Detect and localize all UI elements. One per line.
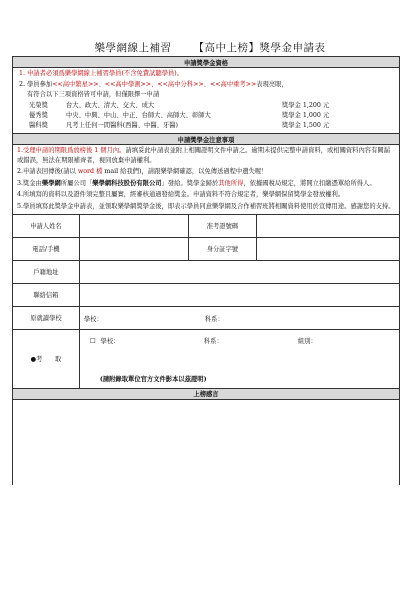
- scholarship-row: 優秀獎 中央、中興、中山、中正、台師大、高師大、彰師大 獎學金 1,000 元: [29, 111, 330, 119]
- address-field[interactable]: [79, 260, 399, 283]
- testimonial-header: 上榜感言: [13, 388, 400, 399]
- orig-school-school-label: 學校：: [83, 315, 103, 323]
- id-number-label: 身分証字號: [188, 237, 257, 260]
- eligibility-header: 申請獎學金資格: [13, 57, 400, 68]
- eligibility-rule-2-cont: 有符合以下三項資格皆可申請，但僅限擇一申請: [27, 91, 160, 98]
- notice-body: [13, 145, 400, 215]
- applicant-name-field[interactable]: [79, 214, 188, 237]
- exam-number-field[interactable]: [257, 214, 400, 237]
- eligibility-rule-2: 2. 學員參加<<高中繁星>>、<<高中學測>>、<<高中分科>>、<<高中重考>>表現亮眼，: [19, 80, 288, 88]
- application-form-table: [12, 56, 400, 485]
- id-number-field[interactable]: [257, 237, 400, 260]
- admitted-label: ●考 取: [13, 329, 80, 388]
- notice-1: 1.受理申請的期限爲放榜後 1 個月內。請填妥此申請表並附上相關證明文件申請之。逾期未提供完整申請資料，或相關資料內容有闕漏或錯誤，無法在期限補齊者，視同放棄申請權利。: [17, 147, 390, 164]
- scholarship-row: 光榮獎 台大、政大、清大、交大、成大 獎學金 1,200 元: [29, 101, 330, 109]
- exam-number-label: 准考證號碼: [188, 214, 257, 237]
- admitted-group-label: 組別：: [297, 337, 317, 345]
- original-school-label: 原就讀學校: [13, 306, 80, 329]
- admitted-dept-label: 科系：: [203, 337, 223, 345]
- admitted-checkbox[interactable]: ☐: [89, 337, 96, 345]
- admitted-field[interactable]: [79, 329, 399, 388]
- original-school-field[interactable]: [79, 306, 399, 329]
- admitted-school-label: 學校：: [100, 337, 120, 345]
- testimonial-field[interactable]: [13, 399, 400, 485]
- eligible-courses: <<高中繁星>>、<<高中學測>>、<<高中分科>>、<<高中重考>>: [52, 80, 257, 88]
- email-label: 聯絡信箱: [13, 283, 80, 306]
- notice-2: 2.申請表回傳後(請以 word 檔 mail 給我們)，請跟樂學網確認，以免傳送過程中遺失喔！: [17, 168, 268, 176]
- admission-proof-note: (請附錄取單位官方文件影本以茲證明): [99, 375, 207, 383]
- phone-field[interactable]: [79, 237, 188, 260]
- eligibility-rule-1: 1. 申請者必須爲樂學網線上補習學員(不含免費試聽學員)。: [19, 70, 184, 77]
- applicant-name-label: 申請人姓名: [13, 214, 80, 237]
- title-right: 【高中上榜】獎學金申請表: [193, 42, 326, 54]
- notice-header: 申請獎學金注意事項: [13, 134, 400, 145]
- eligibility-body: [13, 68, 400, 134]
- notice-5: 5.學員填寫此獎學金申請表，並領取樂學網獎學金後，即表示學員同意樂學網及合作補習班將相關資料使用於宣傳用途。感謝您的支持。: [17, 203, 395, 211]
- notice-3: 3.獎金由樂學網所屬公司「樂學網科技股份有限公司」發給。獎學金歸於其他所得，依據國稅局規定，將開立扣繳憑單給所得人。: [17, 179, 376, 187]
- address-label: 戶籍地址: [13, 260, 80, 283]
- phone-label: 電話/手機: [13, 237, 80, 260]
- scholarship-row: 醫科獎 凡考上任何一間醫科(西醫、中醫、牙醫) 獎學金 1,500 元: [29, 121, 330, 129]
- title-left: 樂學網線上補習: [94, 42, 172, 54]
- orig-school-dept-label: 科系：: [204, 315, 224, 323]
- notice-4: 4.所填寫的資料以及證件須完整且屬實，經審核通過發給獎金。申請資料不符合規定者，樂學網保留獎學金發放權利。: [17, 191, 345, 199]
- email-field[interactable]: [79, 283, 399, 306]
- page-title: [0, 40, 420, 55]
